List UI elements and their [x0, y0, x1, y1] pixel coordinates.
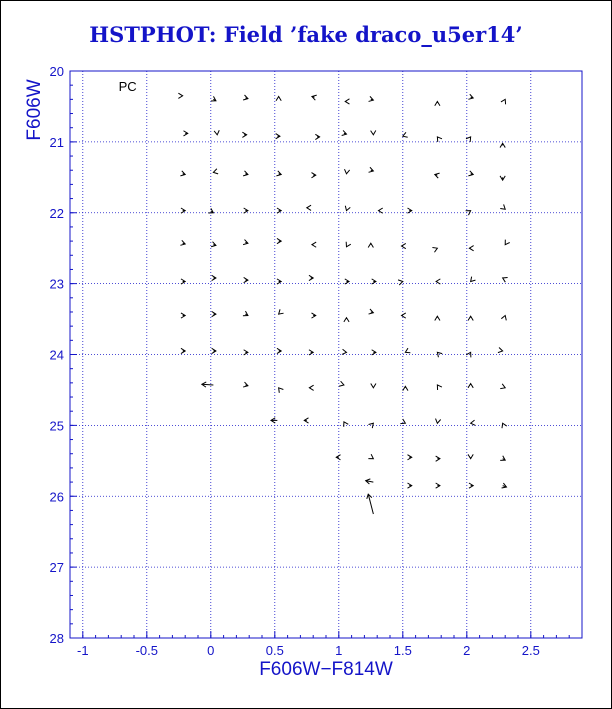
vector-arrow	[211, 96, 216, 101]
vector-arrow	[503, 277, 508, 282]
vector-arrow	[243, 171, 248, 176]
vector-arrow	[214, 130, 219, 135]
vector-arrow	[342, 349, 347, 354]
vector-arrow	[368, 243, 373, 247]
vector-arrow	[243, 311, 248, 316]
vector-arrow	[243, 240, 248, 245]
vector-arrow	[183, 131, 187, 136]
vector-arrow	[402, 313, 406, 318]
vector-arrow	[277, 348, 281, 353]
vector-arrow	[271, 418, 277, 423]
vector-arrow	[502, 423, 507, 428]
vector-arrow	[468, 171, 473, 176]
vector-arrow	[471, 420, 476, 425]
vector-arrow	[407, 208, 411, 213]
vector-arrow	[501, 316, 506, 321]
tick-labels	[50, 64, 540, 658]
vector-arrow	[371, 130, 376, 134]
vector-arrow	[304, 418, 308, 423]
vector-arrow	[212, 311, 216, 316]
vector-arrow	[436, 419, 441, 424]
vector-arrow	[468, 316, 473, 320]
vector-arrow	[346, 242, 351, 247]
vector-arrow	[369, 96, 374, 101]
vector-arrow	[344, 422, 349, 427]
vector-arrow	[468, 454, 473, 458]
x-tick-label: 2.5	[521, 643, 540, 658]
vector-arrow	[500, 384, 505, 389]
vector-arrow	[244, 277, 248, 282]
vector-arrow	[435, 316, 440, 320]
vector-arrow	[309, 275, 313, 280]
vector-arrow	[311, 173, 315, 178]
vector-arrow	[369, 167, 374, 172]
x-tick-label: 2	[463, 643, 471, 658]
vector-arrow	[468, 384, 473, 388]
x-axis-label: F606W−F814W	[259, 659, 393, 680]
vector-arrow	[371, 384, 376, 388]
y-tick-label: 27	[49, 560, 64, 576]
y-tick-label: 26	[49, 489, 64, 505]
x-tick-label: 1.5	[393, 643, 412, 658]
y-tick-label: 24	[49, 347, 64, 363]
vector-arrow	[212, 348, 216, 353]
vector-arrow	[468, 94, 473, 99]
x-tick-label: 1	[335, 643, 343, 658]
vector-arrow	[436, 456, 440, 461]
vector-arrow	[500, 143, 505, 147]
vector-arrow	[243, 382, 248, 387]
vector-arrow	[307, 205, 311, 210]
x-tick-label: 0.5	[265, 643, 284, 658]
vector-arrow	[402, 243, 406, 248]
vector-arrow	[180, 171, 185, 176]
vector-arrow	[339, 381, 344, 386]
vector-arrow	[369, 309, 374, 314]
vector-arrow	[500, 204, 505, 209]
grid-lines	[70, 71, 582, 638]
vector-arrow	[345, 99, 349, 104]
vector-arrow	[342, 130, 347, 135]
vector-arrow	[312, 242, 316, 247]
vector-arrow	[469, 483, 473, 488]
x-tick-label: -0.5	[135, 643, 159, 658]
vector-arrow	[279, 388, 284, 393]
vector-arrow	[178, 93, 182, 98]
vector-arrow	[277, 238, 281, 243]
vector-arrow	[211, 242, 216, 247]
vector-arrow	[435, 101, 440, 105]
vector-arrow	[398, 280, 403, 285]
vector-arrow	[213, 169, 218, 174]
panel-label: PC	[118, 78, 137, 94]
x-tick-label: -1	[77, 643, 89, 658]
vector-arrow	[315, 134, 319, 139]
vector-arrow	[403, 132, 408, 137]
vector-arrow	[505, 240, 510, 245]
vector-arrow	[345, 206, 350, 211]
vector-arrow	[500, 456, 505, 461]
vector-arrow	[312, 95, 317, 100]
vector-arrow	[403, 386, 408, 390]
vector-arrow	[437, 137, 442, 142]
y-tick-label: 22	[49, 205, 64, 221]
vector-arrow	[502, 483, 507, 488]
vector-arrow	[309, 350, 313, 355]
vector-arrow	[279, 309, 284, 314]
y-tick-label: 20	[49, 64, 64, 79]
vector-arrow	[436, 483, 440, 488]
vector-arrow	[405, 348, 410, 353]
y-tick-label: 23	[49, 276, 64, 292]
vector-arrow	[336, 455, 340, 460]
vector-arrow	[432, 247, 437, 252]
vector-arrow	[276, 171, 281, 176]
vector-arrows	[178, 93, 509, 514]
vector-arrow	[372, 350, 376, 355]
vector-arrow	[243, 95, 248, 100]
vector-arrow	[407, 483, 411, 488]
vector-arrow	[276, 134, 280, 139]
vector-arrow	[437, 385, 442, 390]
vector-arrow	[311, 313, 315, 318]
vector-arrow	[202, 382, 214, 387]
y-tick-label: 28	[49, 631, 64, 646]
chart-title: HSTPHOT: Field ’fake draco_u5er14’	[89, 22, 523, 47]
vector-arrow	[345, 279, 349, 284]
vector-arrow	[181, 348, 185, 353]
vector-arrow	[368, 454, 373, 458]
y-tick-label: 25	[49, 418, 64, 434]
vector-arrow	[212, 275, 216, 280]
y-tick-label: 21	[49, 134, 64, 150]
vector-arrow	[407, 455, 411, 460]
vector-arrow	[180, 240, 185, 245]
vector-arrow	[471, 277, 476, 282]
vector-arrow	[372, 279, 376, 284]
vector-arrow	[469, 246, 473, 251]
vector-arrow	[501, 99, 506, 104]
vector-arrow	[309, 385, 313, 390]
vector-arrow	[344, 318, 349, 322]
vector-arrow	[500, 176, 505, 180]
vector-arrow	[344, 169, 349, 174]
vector-arrow	[276, 97, 281, 101]
vector-arrow	[498, 348, 503, 353]
vector-arrow	[242, 132, 246, 137]
vector-arrow	[367, 494, 374, 514]
vector-arrow	[366, 479, 374, 484]
vector-arrow	[435, 173, 440, 178]
vector-arrow	[181, 313, 185, 318]
x-tick-label: 0	[207, 643, 215, 658]
y-axis-label: F606W	[24, 79, 45, 141]
